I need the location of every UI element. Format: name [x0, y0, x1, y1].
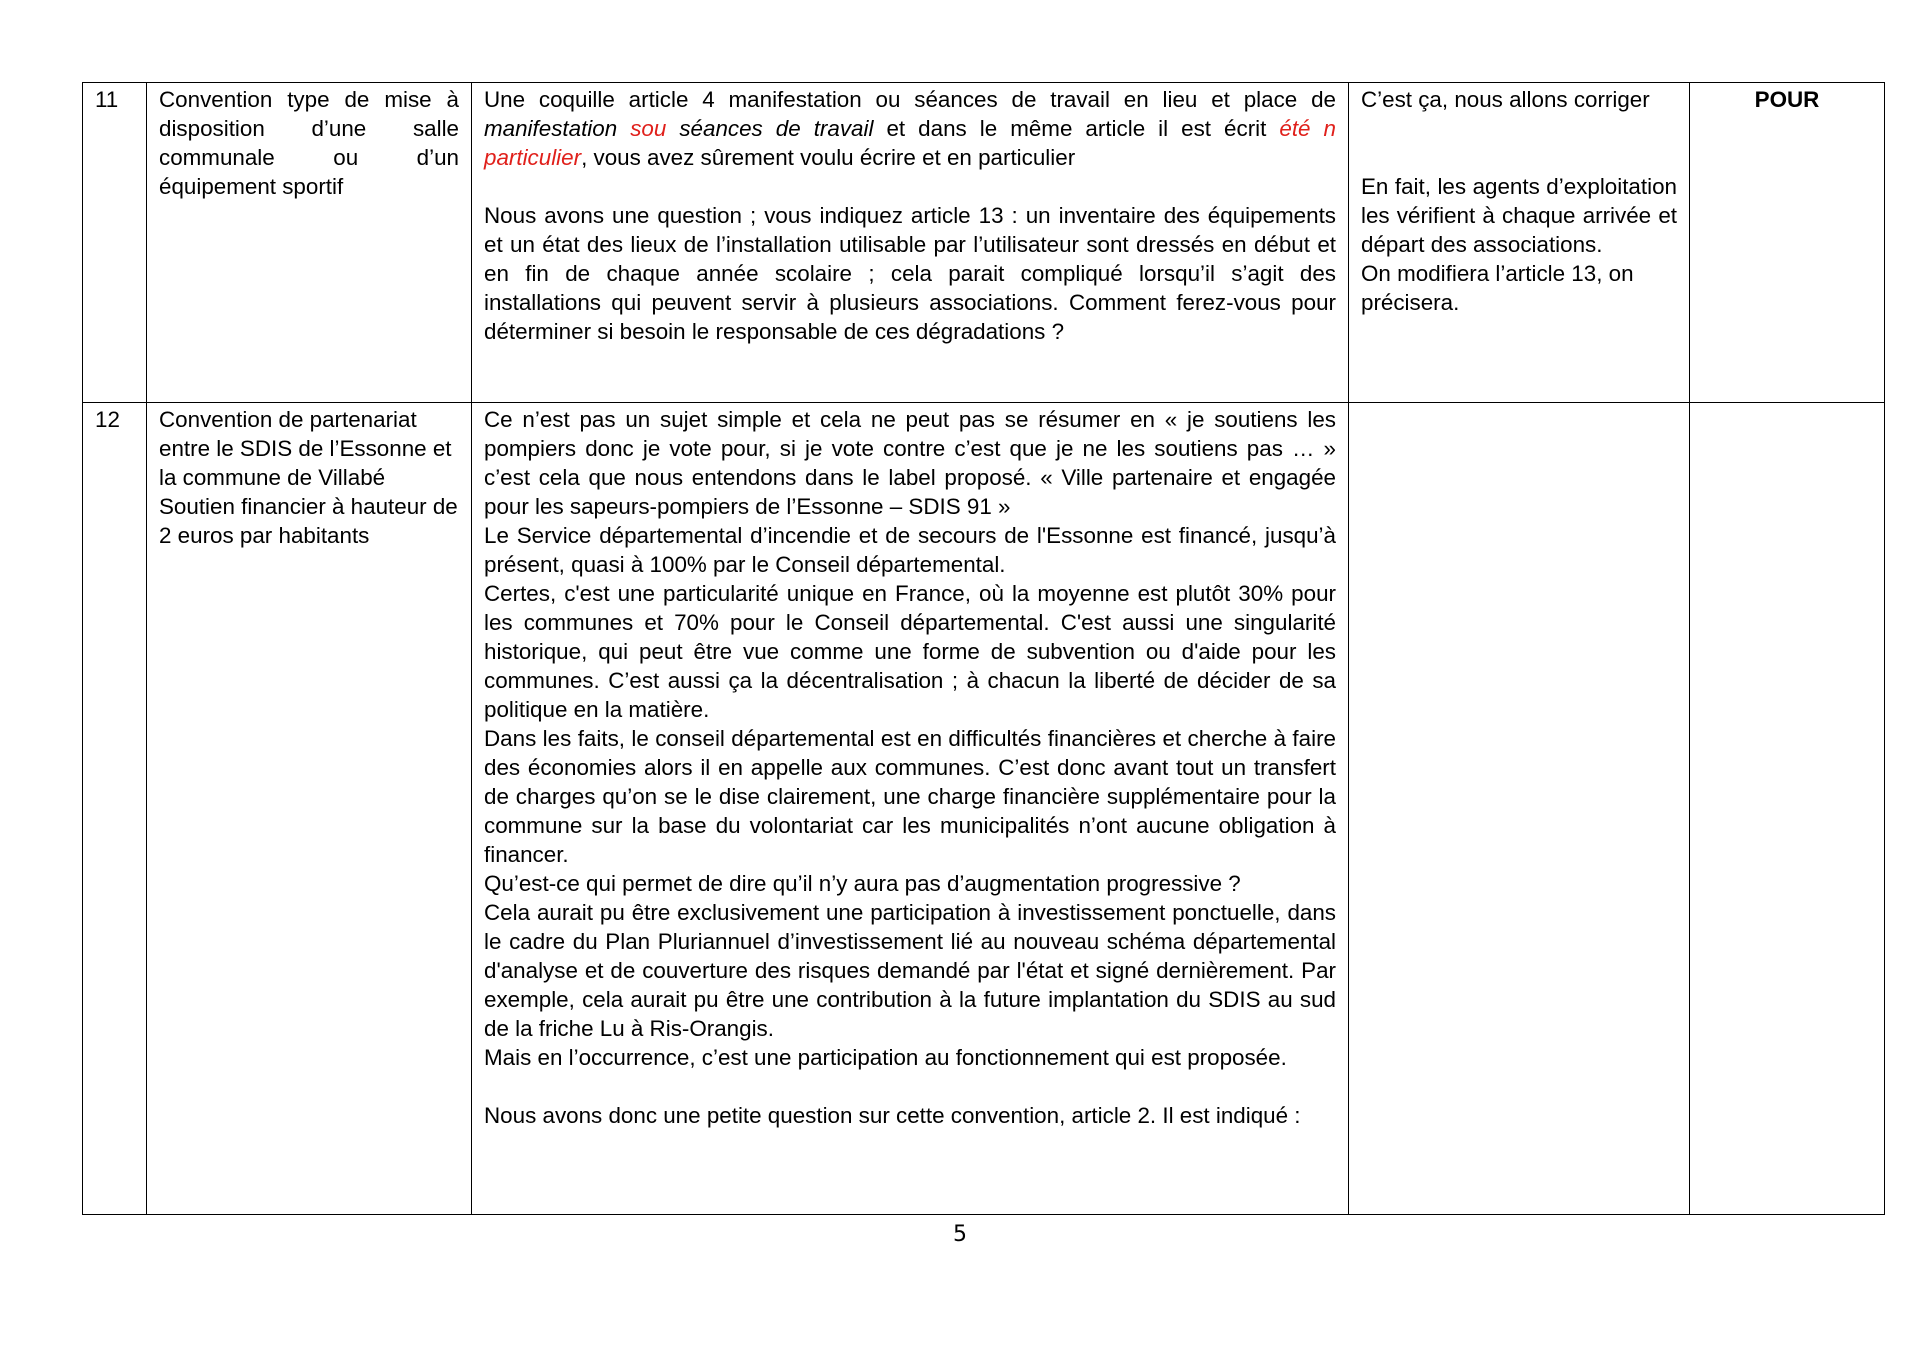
subject-text: Convention de partenariat entre le SDIS de l’Essonne et la commune de Villabé Soutien financier à hauteur de 2 euros par habitants: [159, 407, 458, 548]
question-paragraph: Ce n’est pas un sujet simple et cela ne peut pas se résumer en « je soutiens les pompiers donc je vote pour, si je vote contre c’est que je ne les soutiens pas … » c’est cela que nous entendons dans le label proposé. « Ville partenaire et engagée pour les sapeurs-pompiers de l’Essonne – SDIS 91 »: [484, 407, 1336, 519]
reply-cell: [1349, 403, 1690, 1215]
question-paragraph: [484, 85, 1336, 172]
question-text: , vous avez sûrement voulu écrire et en particulier: [581, 145, 1076, 170]
question-paragraph: Mais en l’occurrence, c’est une participation au fonctionnement qui est proposée.: [484, 1045, 1287, 1070]
question-italic-text: manifestation: [484, 116, 618, 141]
question-paragraph: Dans les faits, le conseil départemental est en difficultés financières et cherche à faire des économies alors il en appelle aux communes. C’est donc avant tout un transfert de charges qu’on se le dise clairement, une charge financière supplémentaire pour la commune sur la base du volontariat car les municipalités n’ont aucune obligation à financer.: [484, 726, 1336, 867]
reply-paragraph: En fait, les agents d’exploitation les vérifient à chaque arrivée et départ des associations.: [1361, 174, 1677, 257]
question-cell: [472, 403, 1349, 1215]
question-paragraph: Certes, c'est une particularité unique en France, où la moyenne est plutôt 30% pour les communes et 70% pour le Conseil départemental. C'est aussi une singularité historique, qui peut être vue comme une forme de subvention ou d'aide pour les communes. C’est aussi ça la décentralisation ; à chacun la liberté de décider de sa politique en la matière.: [484, 581, 1336, 722]
page-number: 5: [953, 1222, 967, 1247]
question-paragraph: Nous avons une question ; vous indiquez article 13 : un inventaire des équipements et un état des lieux de l’installation utilisable par l’utilisateur sont dressés en début et en fin de chaque année scolaire ; cela parait compliqué lorsqu’il s’agit des installations qui peuvent servir à plusieurs associations. Comment ferez-vous pour déterminer si besoin le responsable de ces dégradations ?: [484, 203, 1336, 344]
vote-result: POUR: [1754, 87, 1820, 112]
subject-cell: [147, 83, 472, 403]
question-paragraph: Nous avons donc une petite question sur cette convention, article 2. Il est indiqué :: [484, 1103, 1301, 1128]
item-number-cell: [83, 403, 147, 1215]
reply-cell: [1349, 83, 1690, 403]
subject-cell: [147, 403, 472, 1215]
subject-text: Convention type de mise à disposition d’une salle communale ou d’un équipement sportif: [159, 87, 459, 199]
question-paragraph: Le Service départemental d’incendie et de secours de l'Essonne est financé, jusqu’à présent, quasi à 100% par le Conseil départemental.: [484, 523, 1336, 577]
question-paragraph: Qu’est-ce qui permet de dire qu’il n’y aura pas d’augmentation progressive ?: [484, 871, 1241, 896]
item-number: 12: [95, 407, 120, 432]
reply-paragraph: On modifiera l’article 13, on précisera.: [1361, 261, 1634, 315]
table-row-11: [83, 83, 1885, 403]
question-text: Une coquille article 4 manifestation ou séances de travail en lieu et place de: [484, 87, 1336, 112]
question-italic-text: séances de travail: [679, 116, 874, 141]
reply-paragraph: C’est ça, nous allons corriger: [1361, 87, 1650, 112]
item-number: 11: [95, 87, 119, 112]
vote-cell: [1690, 83, 1885, 403]
question-paragraph: Cela aurait pu être exclusivement une participation à investissement ponctuelle, dans le cadre du Plan Pluriannuel d’investissement lié au nouveau schéma départemental d'analyse et de couverture des risques demandé par l'état et signé dernièrement. Par exemple, cela aurait pu être une contribution à la future implantation du SDIS au sud de la friche Lu à Ris-Orangis.: [484, 900, 1336, 1041]
highlighted-typo: été n particulier: [484, 116, 1336, 170]
highlighted-typo: sou: [617, 116, 680, 141]
item-number-cell: [83, 83, 147, 403]
vote-cell: [1690, 403, 1885, 1215]
table-row-12: [83, 403, 1885, 1215]
question-text: et dans le même article il est écrit: [873, 116, 1280, 141]
deliberations-table: [82, 82, 1885, 1215]
question-cell: [472, 83, 1349, 403]
